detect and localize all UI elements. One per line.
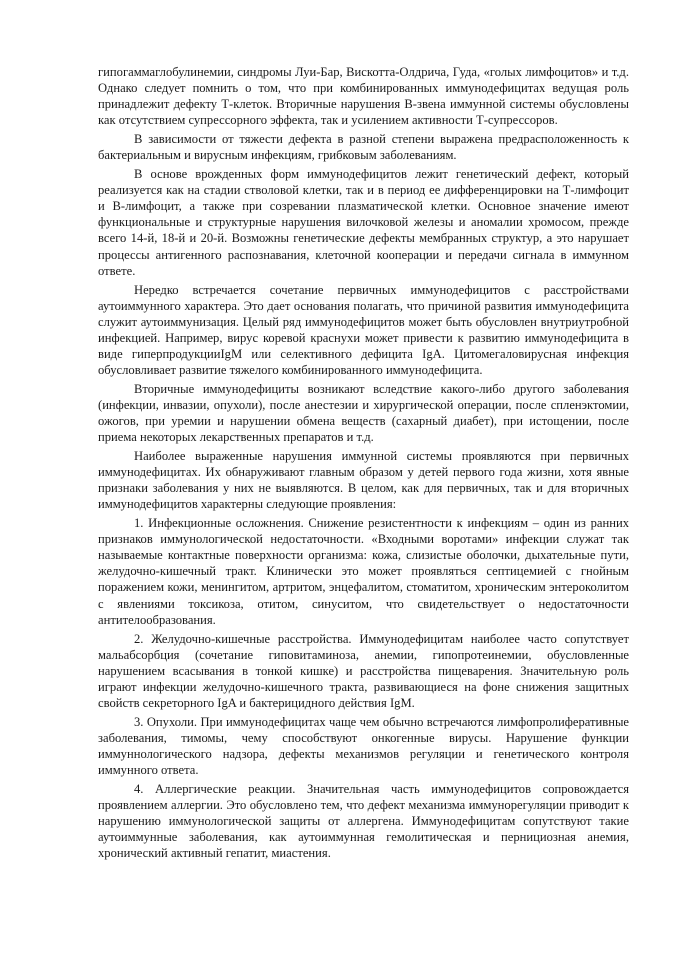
paragraph: В основе врожденных форм иммунодефицитов лежит генетический дефект, который реализуется как на стадии стволовой клетки, так и в период ее дифференцировки на Т-лимфоцит и В-лимфоцит, а также при созревании плазматической клетки. Основное значение имеют функциональные и структурные нарушения вилочковой железы и аномалии хромосом, прежде всего 14-й, 18-й и 20-й. Возможны генетические дефекты мембранных структур, а это нарушает процессы антигенного распознавания, клеточной кооперации и передачи сигнала в иммунном ответе. — [98, 167, 629, 278]
list-item-allergic-reactions: 4. Аллергические реакции. Значительная часть иммунодефицитов сопровождается проявлением аллергии. Это обусловлено тем, что дефект механизма иммунорегуляции приводит к нарушению иммунологической защиты от аллергена. Иммунодефицитам сопутствуют такие аутоиммунные заболевания, как аутоиммунная гемолитическая и пернициозная анемия, хронический активный гепатит, миастения. — [98, 782, 629, 861]
paragraph: Нередко встречается сочетание первичных иммунодефицитов с расстройствами аутоиммунного характера. Это дает основания полагать, что причиной развития иммунодефицита служит аутоиммунизация. Целый ряд иммунодефицитов может быть обусловлен внутриутробной инфекцией. Например, вирус коревой краснухи может привести к развитию иммунодефицита в виде гиперпродукцииIgM или селективного дефицита IgA. Цитомегаловирусная инфекция обусловливает развитие тяжелого комбинированного иммунодефицита. — [98, 282, 629, 377]
list-item-tumors: 3. Опухоли. При иммунодефицитах чаще чем обычно встречаются лимфопролиферативные заболевания, тимомы, чему способствуют онкогенные вирусы. Нарушение функции иммуннологического надзора, дефекты механизмов регуляции и генетического контроля иммунного ответа. — [98, 714, 629, 777]
paragraph: Вторичные иммунодефициты возникают вследствие какого-либо другого заболевания (инфекции, инвазии, опухоли), после анестезии и хирургической операции, после спленэктомии, ожогов, при уремии и нарушении обмена веществ (сахарный диабет), при истощении, после приема некоторых лекарственных препаратов и т.д. — [98, 381, 629, 445]
paragraph: гипогаммаглобулинемии, синдромы Луи-Бар, Вискотта-Олдрича, Гуда, «голых лимфоцитов» и т.д. Однако следует помнить о том, что при комбинированных иммунодефицитах ведущая роль принадлежит дефекту Т-клеток. Вторичные нарушения В-звена иммунной системы обусловлены как отсутствием супрессорного эффекта, так и усилением активности Т-супрессоров. — [98, 65, 629, 128]
document-body — [98, 64, 629, 864]
paragraph: В зависимости от тяжести дефекта в разной степени выражена предрасположенность к бактериальным и вирусным инфекциям, грибковым заболеваниям. — [98, 132, 629, 163]
list-item-gastrointestinal: 2. Желудочно-кишечные расстройства. Иммунодефицитам наиболее часто сопутствует мальабсорбция (сочетание гиповитаминоза, анемии, гипопротеинемии, обусловленные нарушением всасывания в тонкой кишке) и расстройства пищеварения. Значительную роль играют инфекции желудочно-кишечного тракта, развивающиеся на фоне снижения защитных свойств секреторного IgA и бактерицидного действия IgM. — [98, 631, 629, 710]
paragraph: Наиболее выраженные нарушения иммунной системы проявляются при первичных иммунодефицитах. Их обнаруживают главным образом у детей первого года жизни, хотя явные признаки заболевания у них не выявляются. В целом, как для первичных, так и для вторичных иммунодефицитов характерны следующие проявления: — [98, 449, 629, 512]
list-item-infections: 1. Инфекционные осложнения. Снижение резистентности к инфекциям – один из ранних признаков иммунологической недостаточности. «Входными воротами» инфекции служат так называемые контактные поверхности организма: кожа, слизистые оболочки, дыхательные пути, желудочно-кишечный тракт. Клинически это может проявляться септицемией с гнойным поражением кожи, менингитом, артритом, энцефалитом, стоматитом, хроническим энтероколитом с явлениями токсикоза, отитом, синуситом, что свидетельствует о недостаточности антителообразования. — [98, 516, 629, 627]
